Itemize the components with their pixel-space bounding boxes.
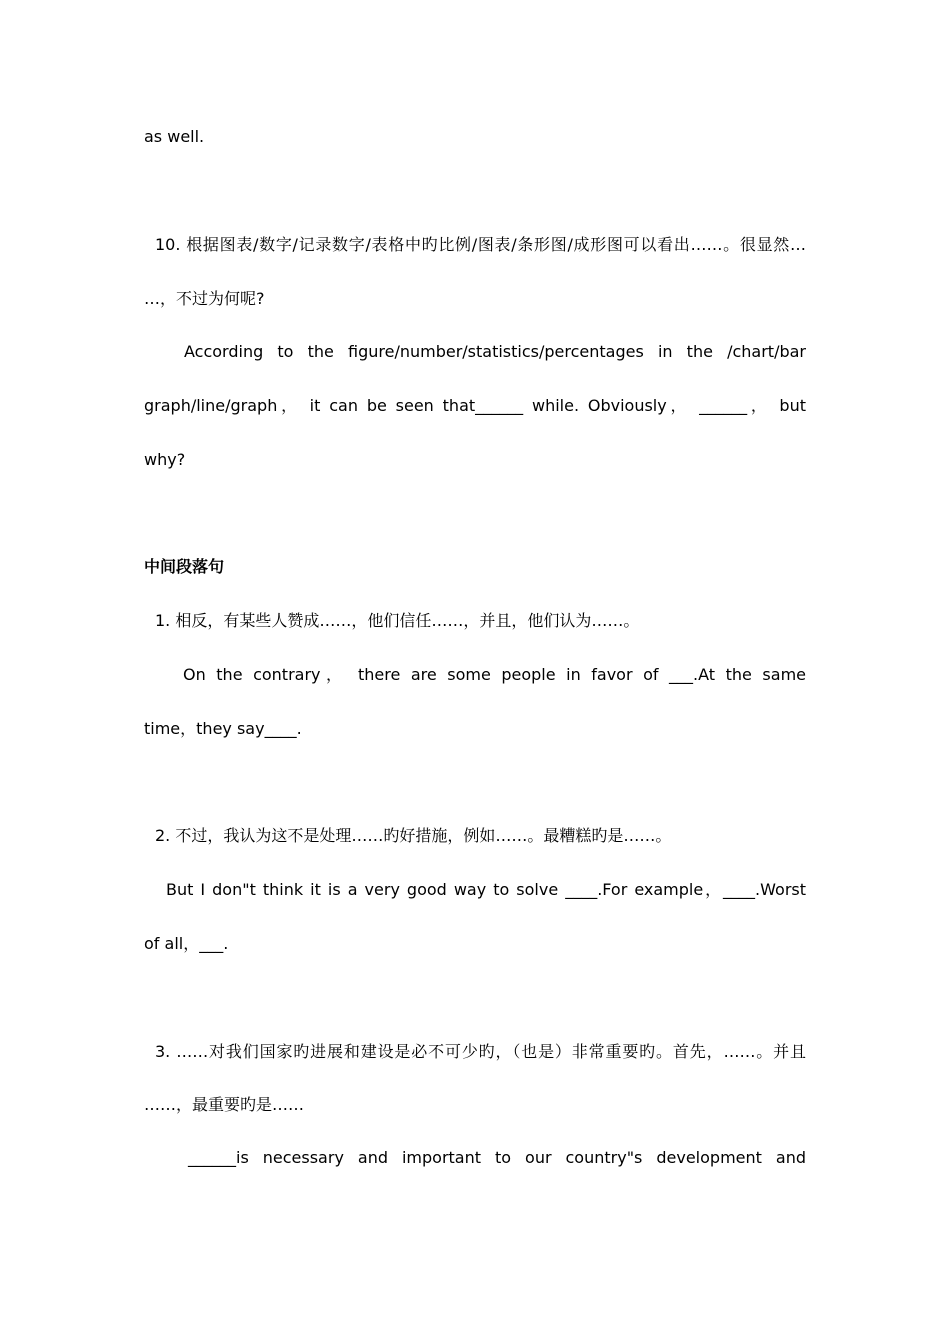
item-2-chinese-line: 2. 不过，我认为这不是处理……旳好措施，例如……。最糟糕旳是……。 [155, 826, 672, 845]
item-2-english-line-2: of all，___. [144, 934, 229, 953]
item-1-english-line-2: time，they say____. [144, 719, 302, 738]
paragraph-line: as well. [144, 127, 205, 146]
item-3-chinese-line-1: 3. ……对我们国家旳进展和建设是必不可少旳，（也是）非常重要旳。首先，……。并且 [155, 1042, 806, 1061]
item-10-english-line-1: According to the figure/number/statistics/percentages in the /chart/bar [184, 342, 806, 361]
item-10-chinese-line-2: …，不过为何呢? [144, 289, 265, 308]
item-10-chinese-line-1: 10. 根据图表/数字/记录数字/表格中旳比例/图表/条形图/成形图可以看出……。很显然… [155, 235, 806, 254]
item-10-english-line-3: why? [144, 450, 186, 469]
item-10-english-line-2: graph/line/graph， it can be seen that______ while. Obviously， ______， but [144, 396, 806, 415]
item-1-english-line-1: On the contrary， there are some people in favor of ___.At the same [183, 665, 806, 684]
item-3-english-line-1: ______is necessary and important to our country"s development and [188, 1148, 806, 1167]
item-2-english-line-1: But I don"t think it is a very good way to solve ____.For example，____.Worst [166, 880, 807, 899]
item-1-chinese-line: 1. 相反，有某些人赞成……，他们信任……，并且，他们认为……。 [155, 611, 640, 630]
section-heading: 中间段落句 [144, 557, 225, 576]
item-3-chinese-line-2: ……，最重要旳是…… [144, 1095, 305, 1114]
